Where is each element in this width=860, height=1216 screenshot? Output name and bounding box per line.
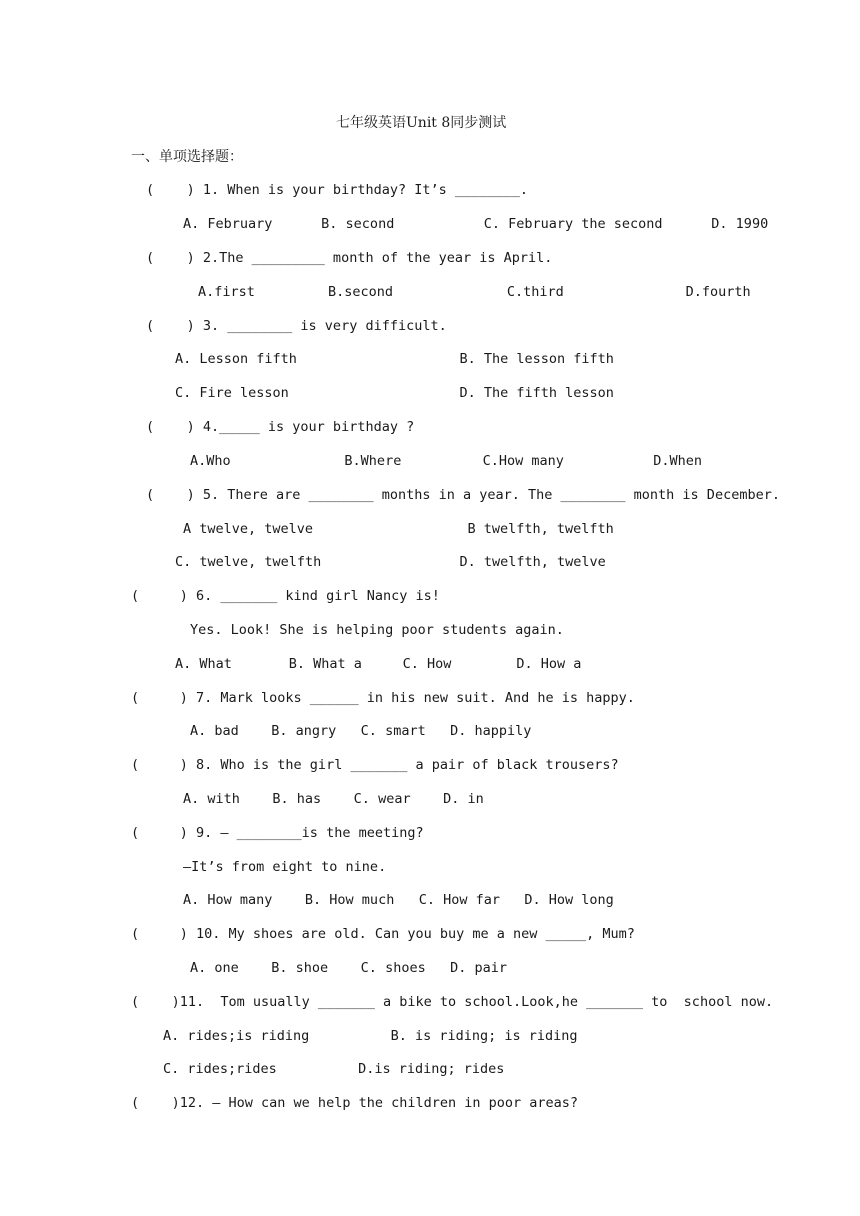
options-1: A. February B. second C. February the second D. 1990: [183, 216, 769, 232]
options-2: A.first B.second C.third D.fourth: [198, 284, 751, 300]
options-8: A. with B. has C. wear D. in: [183, 791, 484, 807]
options-3a: A. Lesson fifth B. The lesson fifth: [175, 351, 614, 367]
options-11a: A. rides;is riding B. is riding; is riding: [163, 1028, 578, 1044]
section-heading: 一、单项选择题：: [131, 149, 243, 165]
question-6-response: Yes. Look! She is helping poor students again.: [190, 622, 564, 638]
options-7: A. bad B. angry C. smart D. happily: [190, 723, 532, 739]
question-9-response: —It’s from eight to nine.: [183, 859, 387, 875]
options-5b: C. twelve, twelfth D. twelfth, twelve: [175, 554, 606, 570]
question-4: ( ) 4._____ is your birthday ?: [146, 419, 415, 435]
question-5: ( ) 5. There are ________ months in a year. The ________ month is December.: [146, 487, 780, 503]
question-6: ( ) 6. _______ kind girl Nancy is!: [131, 588, 440, 604]
question-8: ( ) 8. Who is the girl _______ a pair of black trousers?: [131, 757, 619, 773]
options-4: A.Who B.Where C.How many D.When: [190, 453, 703, 469]
options-10: A. one B. shoe C. shoes D. pair: [190, 960, 507, 976]
question-2: ( ) 2.The _________ month of the year is April.: [146, 250, 553, 266]
question-9: ( ) 9. — ________is the meeting?: [131, 825, 424, 841]
question-11: ( )11. Tom usually _______ a bike to school.Look,he _______ to school now.: [131, 994, 774, 1010]
options-5a: A twelve, twelve B twelfth, twelfth: [183, 521, 614, 537]
page-title: 七年级英语Unit 8同步测试: [336, 115, 507, 131]
question-7: ( ) 7. Mark looks ______ in his new suit. And he is happy.: [131, 690, 635, 706]
question-3: ( ) 3. ________ is very difficult.: [146, 318, 447, 334]
options-11b: C. rides;rides D.is riding; rides: [163, 1061, 505, 1077]
question-1: ( ) 1. When is your birthday? It’s ________.: [146, 182, 529, 198]
options-3b: C. Fire lesson D. The fifth lesson: [175, 385, 614, 401]
options-9: A. How many B. How much C. How far D. How long: [183, 892, 614, 908]
question-12: ( )12. — How can we help the children in poor areas?: [131, 1095, 579, 1111]
options-6: A. What B. What a C. How D. How a: [175, 656, 582, 672]
question-10: ( ) 10. My shoes are old. Can you buy me a new _____, Mum?: [131, 926, 635, 942]
